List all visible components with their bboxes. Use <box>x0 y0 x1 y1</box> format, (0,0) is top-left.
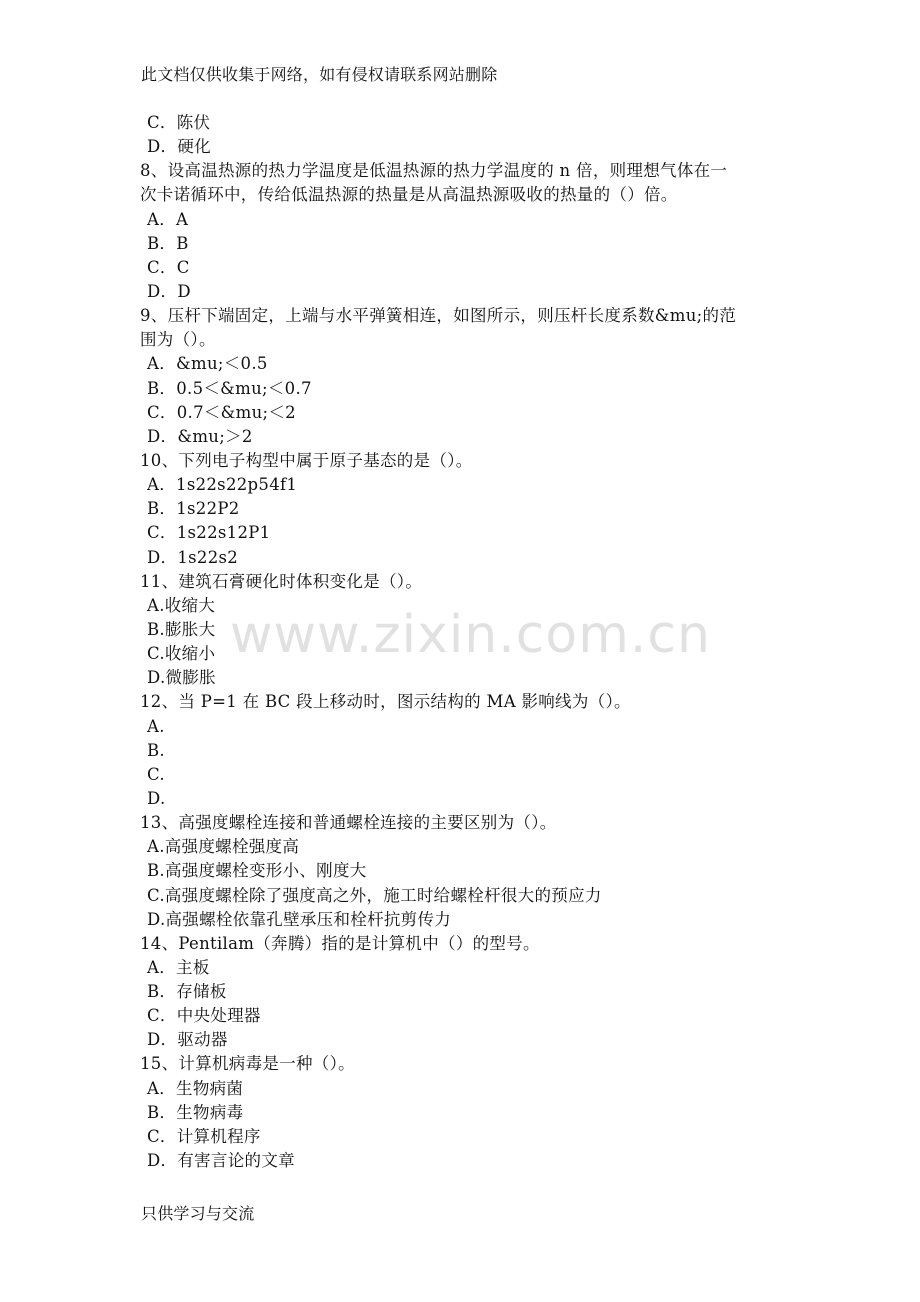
line-22: B.膨胀大 <box>147 619 216 639</box>
line-39: D．驱动器 <box>147 1030 228 1050</box>
line-17: B．1s22P2 <box>147 499 240 519</box>
line-15: 10、下列电子构型中属于原子基态的是（）。 <box>140 450 473 470</box>
line-9: 9、压杆下端固定，上端与水平弹簧相连，如图所示，则压杆长度系数&mu;的范 <box>140 306 737 326</box>
line-26: A. <box>147 716 165 736</box>
page-footer: 只供学习与交流 <box>141 1204 255 1223</box>
line-38: C．中央处理器 <box>147 1006 261 1026</box>
line-25: 12、当 P=1 在 BC 段上移动时，图示结构的 MA 影响线为（）。 <box>140 692 631 712</box>
line-28: C. <box>147 764 165 784</box>
line-2: D．硬化 <box>147 137 211 157</box>
line-27: B. <box>147 740 165 760</box>
watermark: www.zixin.com.cn <box>230 605 711 665</box>
line-11: A．&mu;＜0.5 <box>147 354 268 374</box>
line-4: 次卡诺循环中，传给低温热源的热量是从高温热源吸收的热量的（）倍。 <box>140 185 678 205</box>
line-33: C.高强度螺栓除了强度高之外，施工时给螺栓杆很大的预应力 <box>147 885 602 905</box>
page-header: 此文档仅供收集于网络，如有侵权请联系网站删除 <box>141 65 498 84</box>
line-34: D.高强螺栓依靠孔壁承压和栓杆抗剪传力 <box>147 909 452 929</box>
line-32: B.高强度螺栓变形小、刚度大 <box>147 861 367 881</box>
line-35: 14、Pentilam（奔腾）指的是计算机中（）的型号。 <box>140 933 540 953</box>
line-7: C．C <box>147 257 190 277</box>
line-19: D．1s22s2 <box>147 547 239 567</box>
line-13: C．0.7＜&mu;＜2 <box>147 402 296 422</box>
line-29: D. <box>147 788 166 808</box>
line-1: C．陈伏 <box>147 113 211 132</box>
line-37: B．存储板 <box>147 982 227 1002</box>
line-42: B．生物病毒 <box>147 1102 244 1122</box>
line-30: 13、高强度螺栓连接和普通螺栓连接的主要区别为（）。 <box>140 813 557 833</box>
line-6: B．B <box>147 233 189 253</box>
line-41: A．生物病菌 <box>147 1078 244 1098</box>
line-43: C．计算机程序 <box>147 1126 261 1146</box>
line-16: A．1s22s22p54f1 <box>147 475 298 495</box>
line-5: A．A <box>147 209 189 229</box>
line-8: D．D <box>147 281 191 301</box>
line-12: B．0.5＜&mu;＜0.7 <box>147 378 312 398</box>
line-18: C．1s22s12P1 <box>147 523 271 543</box>
line-23: C.收缩小 <box>147 644 216 664</box>
line-44: D．有害言论的文章 <box>147 1151 295 1171</box>
line-24: D.微膨胀 <box>147 668 216 688</box>
question-content <box>140 111 790 1173</box>
line-40: 15、计算机病毒是一种（）。 <box>140 1054 355 1074</box>
line-3: 8、设高温热源的热力学温度是低温热源的热力学温度的 n 倍，则理想气体在一 <box>140 161 728 181</box>
line-31: A.高强度螺栓强度高 <box>147 837 300 857</box>
line-21: A.收缩大 <box>147 595 216 615</box>
line-20: 11、建筑石膏硬化时体积变化是（）。 <box>140 571 423 591</box>
line-14: D．&mu;＞2 <box>147 426 253 446</box>
line-10: 围为（）。 <box>140 330 216 350</box>
line-36: A．主板 <box>147 957 210 977</box>
